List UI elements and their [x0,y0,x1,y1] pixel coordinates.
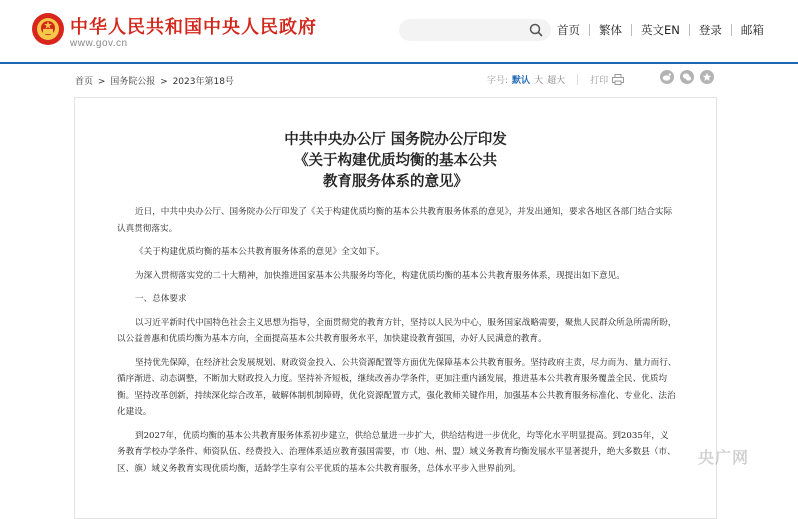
breadcrumb-separator: > [95,77,109,87]
section-heading: 一、总体要求 [135,294,187,304]
tools-divider [577,74,578,85]
font-size-label: 字号: [487,76,509,86]
search-input[interactable] [399,19,551,41]
font-size-default[interactable]: 默认 [512,76,531,86]
breadcrumb-section[interactable]: 国务院公报 [110,77,156,87]
font-size-large[interactable]: 大 [534,76,544,86]
search-icon[interactable] [529,23,543,37]
print-button[interactable]: 打印 [590,76,609,86]
nav-home[interactable]: 首页 [557,23,580,37]
print-icon[interactable] [612,74,624,85]
breadcrumb-issue: 2023年第18号 [172,77,234,87]
site-title[interactable]: 中华人民共和国中央人民政府 [70,17,317,38]
article-paragraph: 到2027年，优质均衡的基本公共教育服务体系初步建立，供给总量进一步扩大，供给结构进一步优化，均等化水平明显提高。到2035年，义务教育学校办学条件、师资队伍、经费投入、治理体系适应教育强国需要，市（地、州、盟）域义务教育均衡发展水平显著提升，绝大多数县（市、区、旗）域义务教育实现优质均衡，适龄学生享有公平优质的基本公共教育服务，总体水平步入世界前列。 [117,430,676,474]
breadcrumb-home[interactable]: 首页 [75,77,94,87]
weibo-share-icon[interactable] [660,70,674,84]
article-paragraph: 为深入贯彻落实党的二十大精神，加快推进国家基本公共服务均等化，构建优质均衡的基本公共教育服务体系，现提出如下意见。 [135,270,625,281]
share-bar [654,70,714,84]
site-header [0,0,798,64]
top-nav [548,22,773,38]
article-paragraph: 《关于构建优质均衡的基本公共教育服务体系的意见》全文如下。 [135,247,385,257]
article-paragraph: 近日，中共中央办公厅、国务院办公厅印发了《关于构建优质均衡的基本公共教育服务体系的意见》，并发出通知，要求各地区各部门结合实际认真贯彻落实。 [117,207,673,234]
article-container [74,97,717,519]
article-paragraph: 以习近平新时代中国特色社会主义思想为指导，全面贯彻党的教育方针，坚持以人民为中心，服务国家战略需要，聚焦人民群众所急所需所盼，以公益普惠和优质均衡为基本方向，全面提高基本公共教育服务水平，加快建设教育强国，办好人民满意的教育。 [117,317,677,344]
article-title-line-2: 《关于构建优质均衡的基本公共 [294,152,497,169]
nav-login[interactable]: 登录 [698,23,722,37]
article-title-line-3: 教育服务体系的意见》 [323,173,468,190]
article-paragraph: 坚持优先保障，在经济社会发展规划、财政资金投入、公共资源配置等方面优先保障基本公共教育服务。坚持政府主责，尽力而为、量力而行、循序渐进、动态调整，不断加大财政投入力度。坚持补齐短板，继续改善办学条件，更加注重内涵发展，推进基本公共教育服务覆盖全民、优质均衡。坚持改革创新，持续深化综合改革，破解体制机制障碍，优化资源配置方式，强化教师关键作用，加强基本公共教育服务标准化、专业化、法治化建设。 [117,357,677,417]
breadcrumb [75,74,236,87]
font-size-xlarge[interactable]: 超大 [547,76,566,86]
wechat-share-icon[interactable] [680,70,694,84]
nav-traditional[interactable]: 繁体 [599,23,622,37]
favorite-star-icon[interactable] [700,70,714,84]
article-title-line-1: 中共中央办公厅 国务院办公厅印发 [284,131,507,148]
national-emblem-icon[interactable] [31,12,65,46]
nav-mail[interactable]: 邮箱 [740,23,764,37]
watermark-logo: 央广网 [698,448,750,467]
article-body [117,204,677,484]
site-url: www.gov.cn [70,38,128,49]
article-tools [487,73,624,86]
breadcrumb-separator: > [157,77,171,87]
nav-english[interactable]: 英文EN [641,23,680,37]
